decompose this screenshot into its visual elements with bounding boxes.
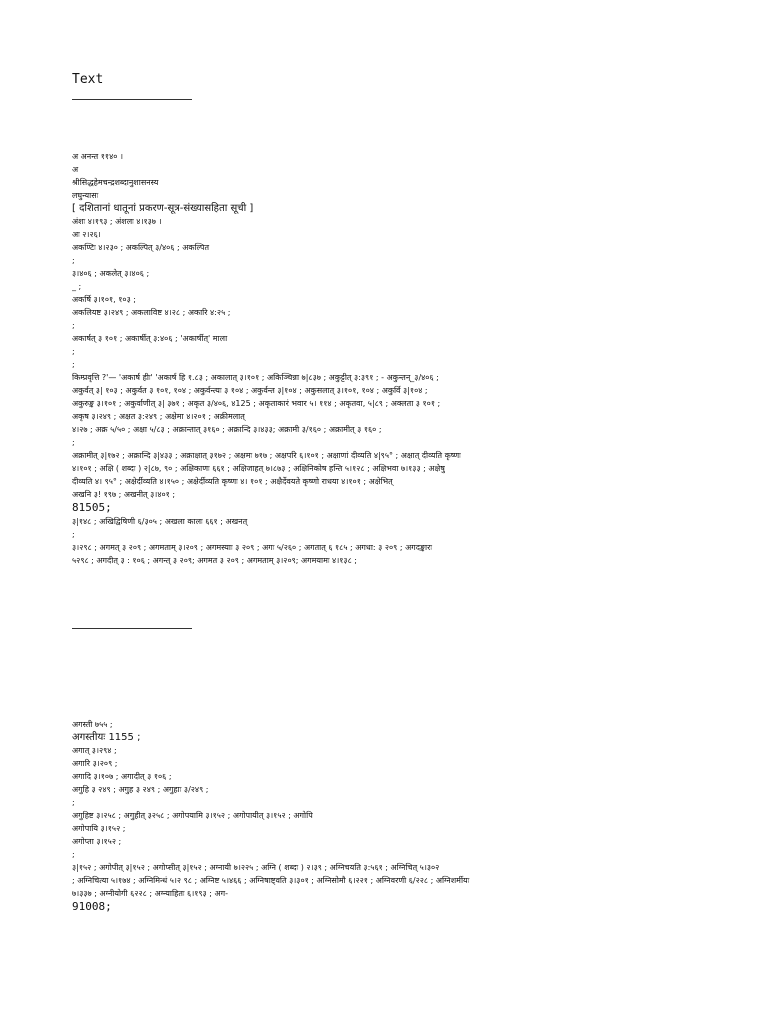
text-line: ; [72,256,75,265]
text-line: ३|१४८ ; अखिद्विषिणी ६/३०५ ; अखला कालः ६६१ ; अखनत् [72,517,248,526]
text-line: ; [72,530,75,539]
text-line: ५२९८ ; अगदीत् ३ : १०६ ; अगन्त् ३ २०९; अगमत ३ २०९ ; अगमताम् ३।२०९; अगमयामः ४।१३८ ; [72,556,357,565]
text-line: ; [72,347,75,356]
text-line: अगस्ती ७५५ ; [72,720,113,729]
text-line: ४।१०१ ; अक्षि ( शब्दः ) २|८७, ९० ; अक्षिकाणः ६६१ ; अक्षिजाहत् ७।८७३ ; अक्षिनिकोष हन्ति ५।१२८ ; अक्षिभवा ७।१३३ ; अक्षेषु [72,464,445,473]
text-line: ; [72,850,75,859]
index-block-second [72,718,698,914]
text-line: अकर्षि ३।१०१, १०३ ; [72,295,136,304]
text-line: अकलियष्ट ३।२४९ ; अकलाविष्ट ४।२८ ; अकारि ४:२५ ; [72,308,231,317]
text-line: किम्प्रवृत्ति ?'— 'अकार्ष हीः' 'अकार्ष हि १.८३ ; अकालात् ३।१०१ ; अकिञ्चिन्ना ७|८३७ ; अकुट्टीत् ३:३९१ ; - अकुन्तन्_३/४०६ ; [72,373,439,382]
text-line: लघुन्यासः [72,191,99,200]
text-line: अगोप्ता ३।१५२ ; [72,837,122,846]
text-line: अंशः ४।१९३ ; अंशलः ४।१३७ । [72,217,162,226]
text-line: ; [72,360,75,369]
text-line: अगस्तीयः 1155 ; [72,732,141,743]
text-line: ; [72,438,75,447]
text-line: दीव्यति ४। ९५° ; अक्षेर्दीव्यति ४।१५० ; अक्षेर्दीव्यति कृष्णः ४। १०१ ; अक्षैर्देवयते कृष्णो राधया ४।१०१ ; अक्षेभित् [72,477,393,486]
text-line: अक्रामीत् ३|१७२ ; अक्रान्दि ३|४३३ ; अक्राक्षात् ३१७२ ; अक्षमः ७१७ ; अक्षपरि ६।१०१ ; अक्षाणां दीव्यति ४|९५° ; अक्षात् दीव्यति कृष्णः [72,451,461,460]
text-line: अगोपायि ३।१५२ ; [72,824,126,833]
text-line: अकुरुङ्क ३।१०१ ; अकुर्वाणीत् ३| ३७१ ; अकृत ३/४०६, ४125 ; अकृताकारं भवार ५। ११४ ; अकृतवा, ५|८९ ; अक्लता ३ १०१ ; [72,399,441,408]
text-line: अकण्टिः ४।२३० ; अकल्पित् ३/४०६ ; अकल्पित [72,243,210,252]
text-line: _ ; [72,282,82,291]
text-line: अ [72,165,79,174]
text-line: अ अनन्त ११४० । [72,152,123,161]
index-block-first [72,150,698,567]
text-line: अगुहिष्ट ३।२५८ ; अगुहीत् ३२५८ ; अगोपयामि ३।१५२ ; अगोपायीत् ३।१५२ ; अगोपि [72,811,313,820]
text-line: अकुर्वत् ३| १०३ ; अकुर्वत ३ १०१, १०४ ; अकुर्वन्त्यः ३ १०४ ; अकुर्वन्त ३|१०४ ; अकुसलात् ३।१०१, १०४ ; अकुर्वि ३|१०४ ; [72,386,428,395]
text-line: ३।२९८ ; अगमत् ३ २०९ ; अगमताम् ३।२०९ ; अगमस्याः ३ २०९ ; अगः ५/२६० ; अगतात् ६ १८५ ; अगधा: ३ २०९ ; अगदङ्कारः [72,543,432,552]
text-line: ३।४०६ ; अकलेत् ३।४०६ ; [72,269,150,278]
text-line: ७।३३७ ; अग्नीयोगी ६२२८ ; अग्न्याहितः ६।१९३ ; अग- [72,889,229,898]
text-line: ; [72,321,75,330]
text-line: अः २।२६। [72,230,101,239]
section-divider [72,628,192,629]
text-line: अकार्षत् ३ १०१ ; अकार्षीत् ३:४०६ ; 'अकार्षीत्' माला [72,334,228,343]
text-line: अगुहि ३ २४९ ; अगुह ३ २४९ ; अगुहाः ३/२४९ ; [72,785,209,794]
text-line: अगादि ३।१०७ ; अगादीत् ३ १०६ ; [72,772,172,781]
text-line: ३|१५२ ; अगोपीत् ३|१५२ ; अगोप्सीत् ३|१५२ ; अग्नायी ७।२२५ ; अग्नि ( शब्दः ) २।३९ ; अग्निचयति ३:५६१ ; अग्निचित् ५।३०२ [72,863,440,872]
title-divider [72,99,192,100]
text-line: 81505; [72,501,112,514]
text-line: ; अग्निचित्या ५।१७४ ; अग्निमिन्धं ५।२ ९८ ; अग्निष्ट ५।४६६ ; अग्निषाष्ट्वति ३।३०१ ; अग्निसोमौ ६।२२१ ; अग्निवरणी ६/२२८ ; अग्निशर्मीयः [72,876,470,885]
text-line: 91008; [72,900,112,913]
text-line: [ दशितानां धातूनां प्रकरण-सूत्र-संख्यासहिता सूची ] [72,203,254,214]
text-line: ४।२७ ; अक्र ५/५० ; अक्षा ५/८३ ; अक्रान्तात् ३१६० ; अक्रान्दि ३।४३३; अक्रामी ३/१६० ; अक्रामीत् ३ १६० ; [72,425,382,434]
text-line: अखनि ३! १९७ ; अखनीत् ३।४०१ ; [72,490,176,499]
page-title: Text [72,72,104,87]
text-line: अगारि ३।२०९ ; [72,759,118,768]
text-line: अकृष ३।२४९ ; अक्षत ३:२४९ ; अक्षेमा ४।२०१ ; अक्रीमलात् [72,412,245,421]
text-line: अगात् ३।२९४ ; [72,746,117,755]
text-line: श्रीसिद्धहेमचन्द्रशब्दानुशासनस्य [72,178,159,187]
text-line: ; [72,798,75,807]
